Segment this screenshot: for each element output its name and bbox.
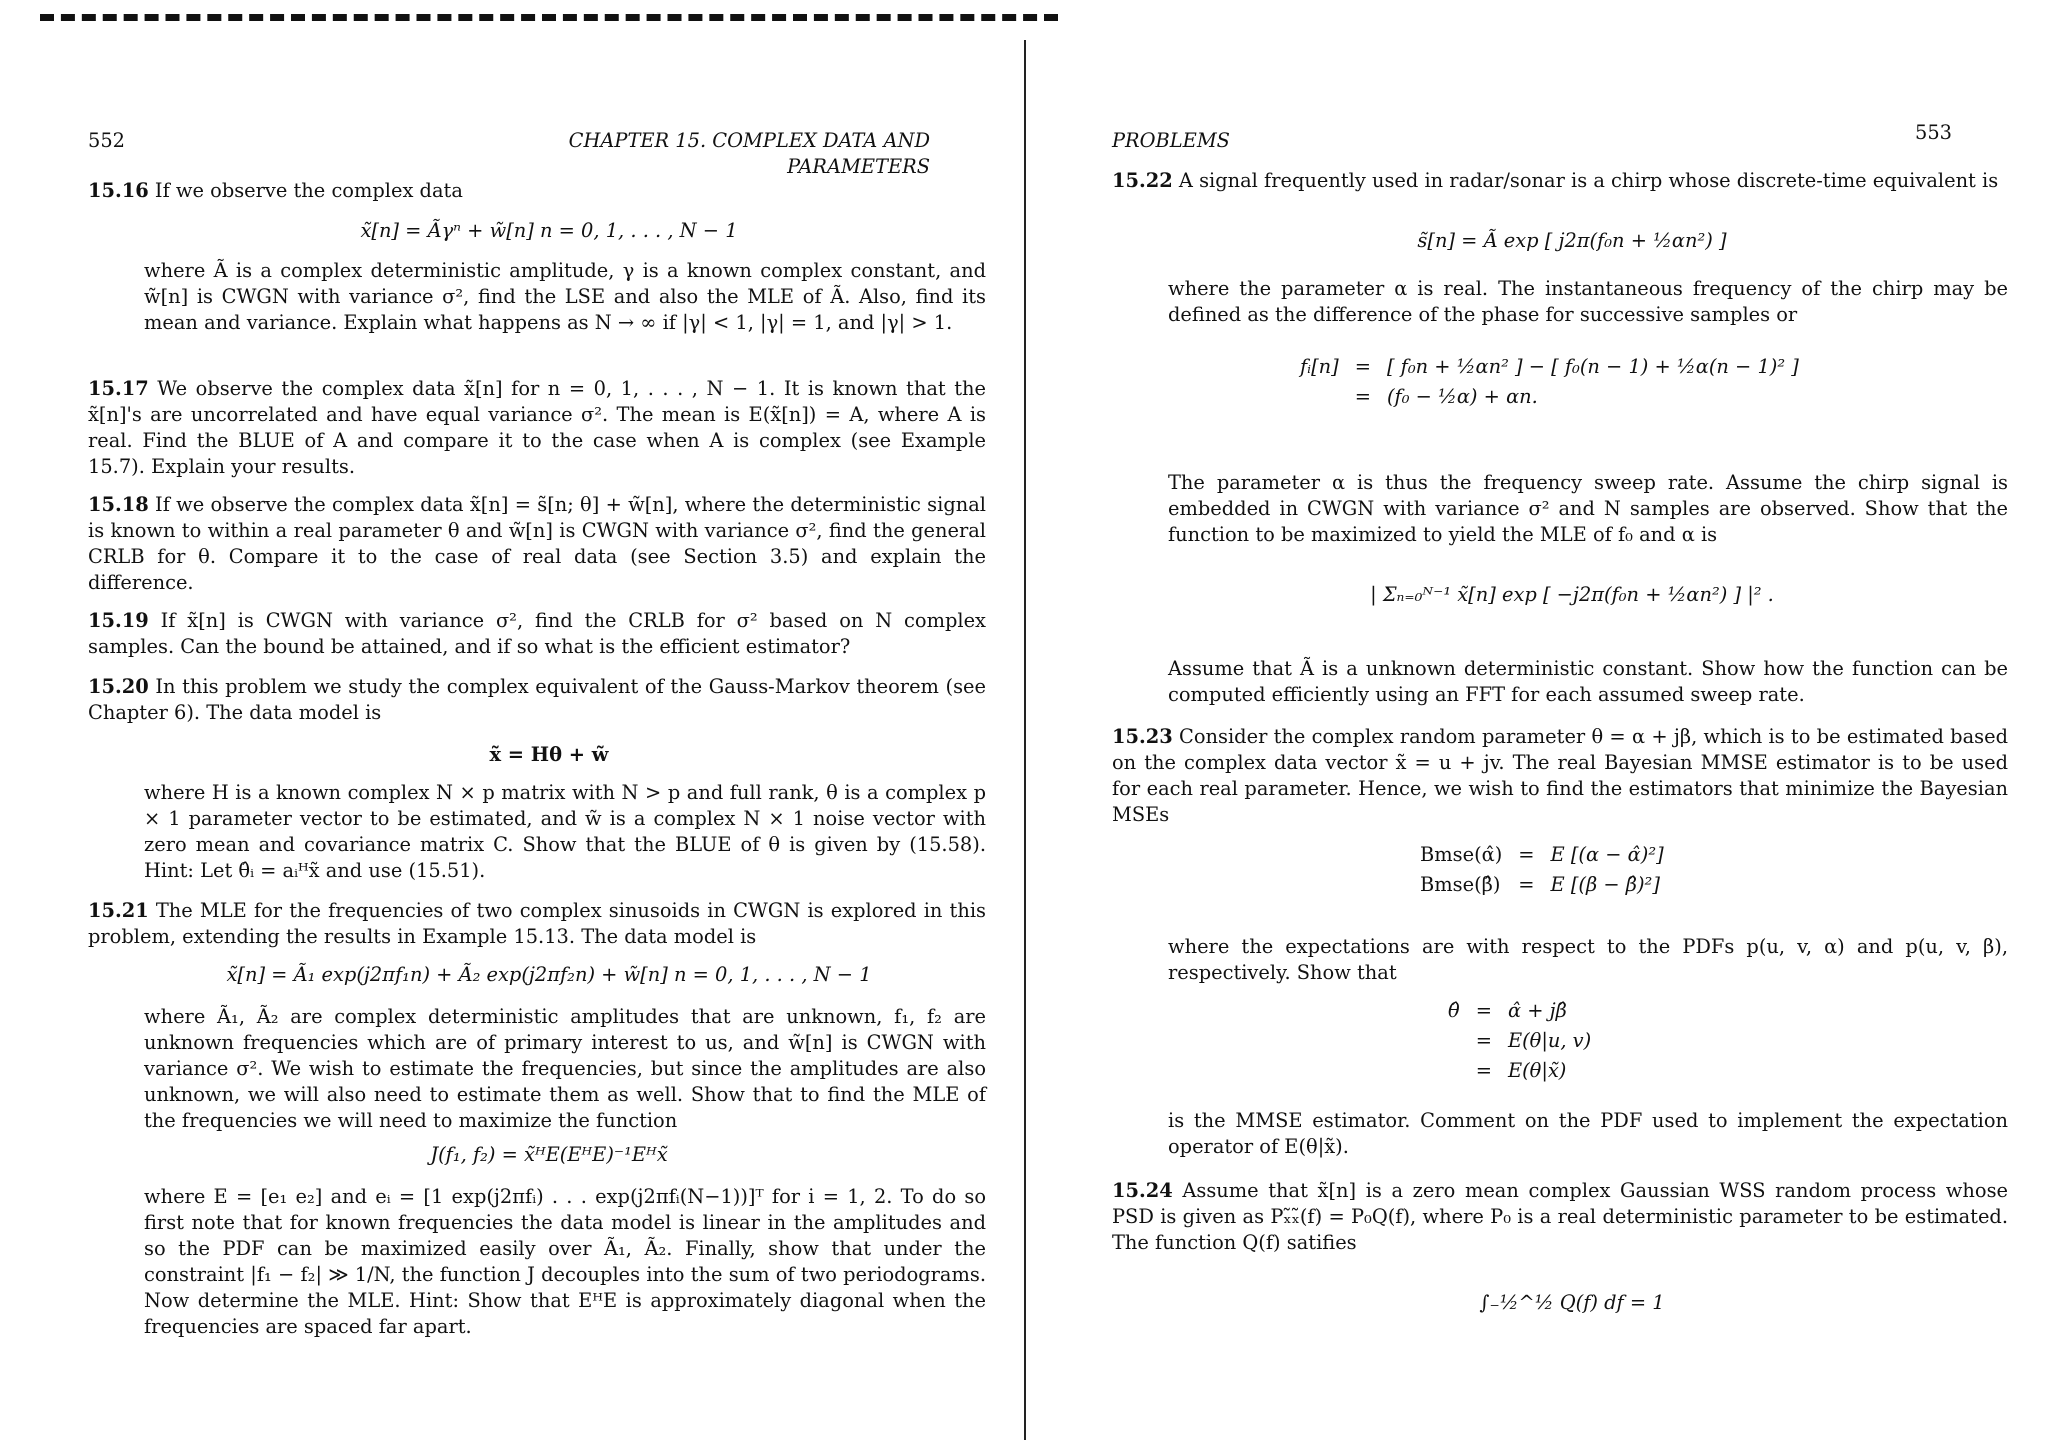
equation: x̃[n] = Ã₁ exp(j2πf₁n) + Ã₂ exp(j2πf₂n) + w̃[n] n = 0, 1, . . . , N − 1 xyxy=(226,963,872,986)
equation-rhs: α̂ + jβ̂ xyxy=(1507,999,1567,1022)
equation: J(f₁, f₂) = x̃ᴴE(EᴴE)⁻¹Eᴴx̃ xyxy=(430,1143,668,1166)
equation-lhs: Bmse(α̂) xyxy=(1420,843,1503,866)
equation: ∫₋½^½ Q(f) df = 1 xyxy=(1479,1291,1665,1314)
right-running-head: PROBLEMS xyxy=(1112,129,1230,152)
problem-text: where the expectations are with respect to the PDFs p(u, v, α) and p(u, v, β), respectively. Show that xyxy=(1168,935,2008,984)
equation-rhs: [ f₀n + ½αn² ] − [ f₀(n − 1) + ½α(n − 1)² ] xyxy=(1386,355,1799,378)
problem-15-16 xyxy=(88,178,986,204)
problem-15-21 xyxy=(88,898,986,950)
problem-text: If x̃[n] is CWGN with variance σ², find the CRLB for σ² based on N complex samples. Can the bound be attained, and if so what is the efficient estimator? xyxy=(88,609,986,658)
problem-number: 15.16 xyxy=(88,179,149,202)
equation: x̃[n] = Ãγⁿ + w̃[n] n = 0, 1, . . . , N − 1 xyxy=(360,219,738,242)
equation-array xyxy=(1412,840,1672,900)
problem-15-18 xyxy=(88,492,986,596)
equals-sign: = xyxy=(1475,1059,1492,1082)
equation-lhs: θ̂ xyxy=(1448,999,1460,1022)
problem-15-23 xyxy=(1112,724,2008,828)
equation-rhs: E [(α − α̂)²] xyxy=(1550,843,1664,866)
problem-15-21-cont xyxy=(88,1004,986,1134)
problem-text: The parameter α is thus the frequency sweep rate. Assume the chirp signal is embedded in CWGN with variance σ² and N samples are observed. Show that the function to be maximized to yield the MLE of f₀ and α is xyxy=(1168,471,2008,546)
equals-sign: = xyxy=(1518,843,1535,866)
problem-15-24 xyxy=(1112,1178,2008,1256)
problem-text: is the MMSE estimator. Comment on the PDF used to implement the expectation operator of E(θ|x̃). xyxy=(1168,1109,2008,1158)
equals-sign: = xyxy=(1354,385,1371,408)
problem-number: 15.23 xyxy=(1112,725,1173,748)
equation-rhs: E(θ|x̃) xyxy=(1507,1059,1567,1082)
problem-15-22 xyxy=(1112,168,2008,194)
problem-15-23-cont xyxy=(1112,934,2008,986)
equation-lhs: fᵢ[n] xyxy=(1300,355,1339,378)
book-spine-line xyxy=(1024,40,1026,1440)
equals-sign: = xyxy=(1475,999,1492,1022)
problem-number: 15.21 xyxy=(88,899,149,922)
equation-lhs: Bmse(β̂) xyxy=(1420,873,1501,896)
scan-edge-dashes xyxy=(40,14,1058,33)
problem-15-20-cont xyxy=(88,780,986,884)
problem-text: where the parameter α is real. The instantaneous frequency of the chirp may be defined as the difference of the phase for successive samples or xyxy=(1168,277,2008,326)
problem-text: where H is a known complex N × p matrix with N > p and full rank, θ is a complex p × 1 parameter vector to be estimated, and w̃ is a complex N × 1 noise vector with zero mean and covariance matrix C. Show that the BLUE of θ is given by (15.58). Hint: Let θ̂ᵢ = aᵢᴴx̃ and use (15.51). xyxy=(144,781,986,882)
problem-number: 15.17 xyxy=(88,377,149,400)
problem-number: 15.19 xyxy=(88,609,149,632)
equals-sign: = xyxy=(1475,1029,1492,1052)
equation: s̃[n] = Ã exp [ j2π(f₀n + ½αn²) ] xyxy=(1417,229,1727,252)
problem-text: where Ã₁, Ã₂ are complex deterministic amplitudes that are unknown, f₁, f₂ are unknown frequencies which are of primary interest to us, and w̃[n] is CWGN with variance σ². We wish to estimate the frequencies, but since the amplitudes are also unknown, we will also need to estimate them as well. Show that to find the MLE of the frequencies we will need to maximize the function xyxy=(144,1005,986,1132)
problem-text: Consider the complex random parameter θ = α + jβ, which is to be estimated based on the complex data vector x̃ = u + jv. The real Bayesian MMSE estimator is to be used for each real parameter. Hence, we wish to find the estimators that minimize the Bayesian MSEs xyxy=(1112,725,2008,826)
problem-15-23-cont2 xyxy=(1112,1108,2008,1160)
problem-number: 15.20 xyxy=(88,675,149,698)
problem-15-16-cont xyxy=(88,258,986,336)
problem-text: In this problem we study the complex equivalent of the Gauss-Markov theorem (see Chapter 6). The data model is xyxy=(88,675,987,724)
problem-text: Assume that x̃[n] is a zero mean complex Gaussian WSS random process whose PSD is given as Pₓ̃ₓ̃(f) = P₀Q(f), where P₀ is a real deterministic parameter to be estimated. The function Q(f) satifies xyxy=(1112,1179,2008,1254)
problem-text: If we observe the complex data xyxy=(154,179,463,202)
equals-sign: = xyxy=(1354,355,1371,378)
problem-number: 15.18 xyxy=(88,493,149,516)
left-page-number: 552 xyxy=(88,129,126,152)
equation-rhs: E(θ|u, v) xyxy=(1507,1029,1592,1052)
left-running-head: CHAPTER 15. COMPLEX DATA AND PARAMETERS xyxy=(568,129,930,178)
problem-text: where Ã is a complex deterministic amplitude, γ is a known complex constant, and w̃[n] is CWGN with variance σ², find the LSE and also the MLE of Ã. Also, find its mean and variance. Explain what happens as N → ∞ if |γ| < 1, |γ| = 1, and |γ| > 1. xyxy=(144,259,986,334)
problem-15-22-cont2 xyxy=(1112,470,2008,548)
problem-number: 15.22 xyxy=(1112,169,1173,192)
problem-15-17 xyxy=(88,376,986,480)
problem-text: Assume that Ã is a unknown deterministic constant. Show how the function can be computed efficiently using an FFT for each assumed sweep rate. xyxy=(1168,657,2008,706)
problem-text: where E = [e₁ e₂] and eᵢ = [1 exp(j2πfᵢ) . . . exp(j2πfᵢ(N−1))]ᵀ for i = 1, 2. To do so first note that for known frequencies the data model is linear in the amplitudes and so the PDF can be maximized easily over Ã₁, Ã₂. Finally, show that under the constraint |f₁ − f₂| ≫ 1/N, the function J decouples into the sum of two periodograms. Now determine the MLE. Hint: Show that EᴴE is approximately diagonal when the frequencies are spaced far apart. xyxy=(144,1185,986,1338)
problem-15-22-cont3 xyxy=(1112,656,2008,708)
problem-15-19 xyxy=(88,608,986,660)
equation-array xyxy=(1440,996,1599,1086)
equation-rhs: E [(β − β̂)²] xyxy=(1550,873,1660,896)
equation-array xyxy=(1292,352,1807,412)
equation: | Σₙ₌₀ᴺ⁻¹ x̃[n] exp [ −j2π(f₀n + ½αn²) ] |² . xyxy=(1370,583,1774,606)
right-page-number: 553 xyxy=(1914,121,1952,144)
problem-15-21-cont2 xyxy=(88,1184,986,1340)
equation-rhs: (f₀ − ½α) + αn. xyxy=(1386,385,1538,408)
problem-text: The MLE for the frequencies of two complex sinusoids in CWGN is explored in this problem, extending the results in Example 15.13. The data model is xyxy=(88,899,986,948)
problem-15-20 xyxy=(88,674,986,726)
problem-text: We observe the complex data x̃[n] for n = 0, 1, . . . , N − 1. It is known that the x̃[n]'s are uncorrelated and have equal variance σ². The mean is E(x̃[n]) = A, where A is real. Find the BLUE of A and compare it to the case when A is complex (see Example 15.7). Explain your results. xyxy=(88,377,986,478)
problem-15-22-cont xyxy=(1112,276,2008,328)
problem-text: If we observe the complex data x̃[n] = s̃[n; θ] + w̃[n], where the deterministic signal is known to within a real parameter θ and w̃[n] is CWGN with variance σ², find the general CRLB for θ. Compare it to the case of real data (see Section 3.5) and explain the difference. xyxy=(88,493,986,594)
equation: x̃ = Hθ + w̃ xyxy=(489,743,609,766)
problem-text: A signal frequently used in radar/sonar is a chirp whose discrete-time equivalent is xyxy=(1178,169,1999,192)
equals-sign: = xyxy=(1518,873,1535,896)
problem-number: 15.24 xyxy=(1112,1179,1173,1202)
